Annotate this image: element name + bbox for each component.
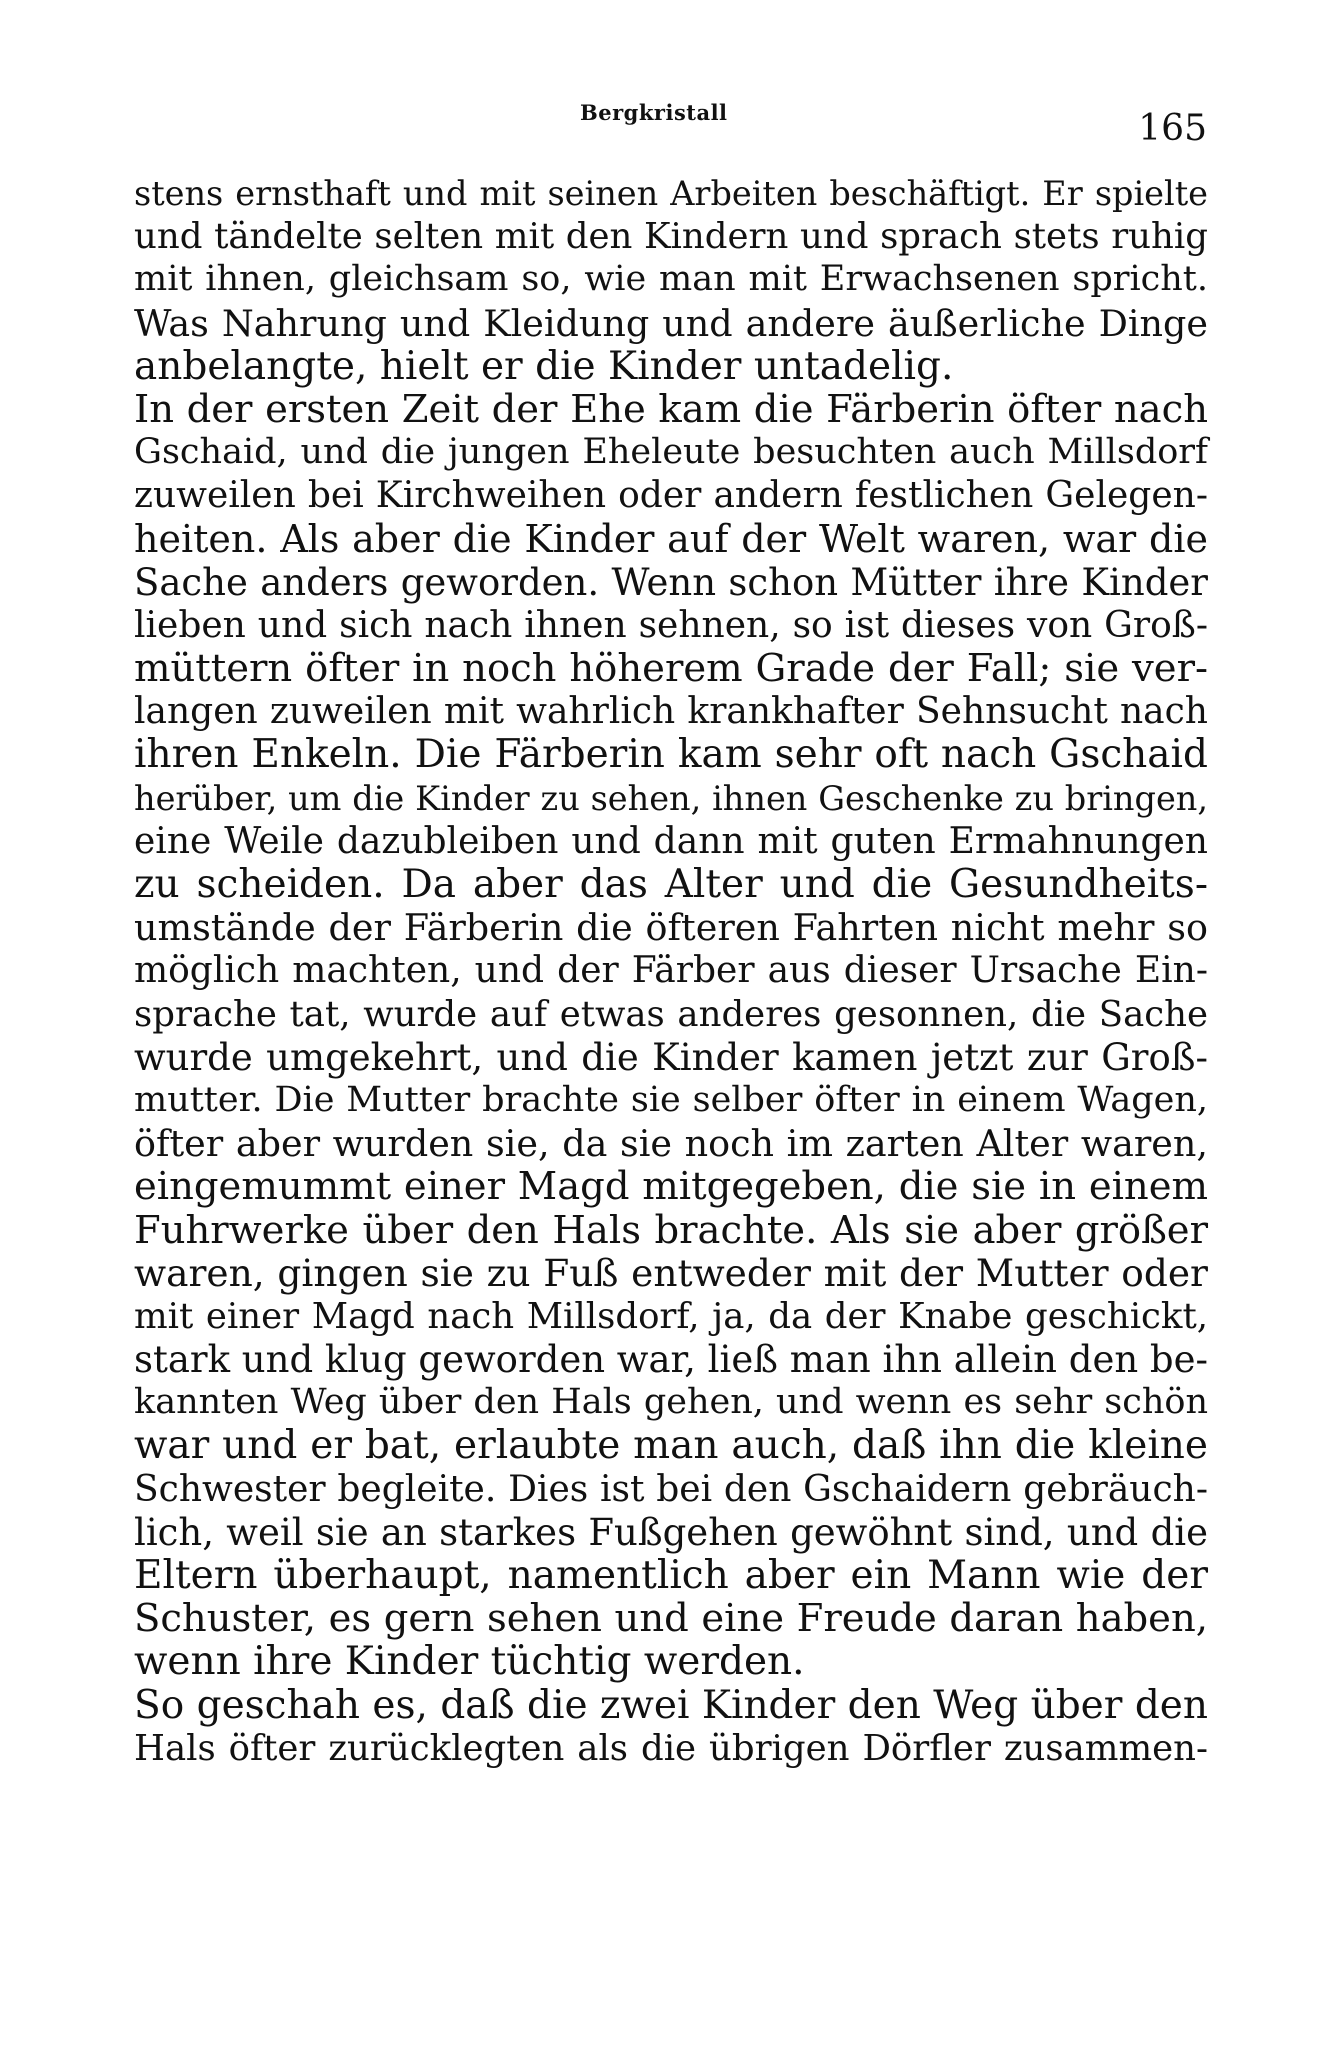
text-line: In der ersten Zeit der Ehe kam die Färberin öfter nach (134, 386, 1208, 432)
text-line: waren, gingen sie zu Fuß entweder mit der Mutter oder (134, 1250, 1208, 1295)
text-line: Was Nahrung und Kleidung und andere äußerliche Dinge (134, 301, 1208, 345)
text-line: wenn ihre Kinder tüchtig werden. (134, 1639, 805, 1685)
text-line: eingemummt einer Magd mitgegeben, die sie in einem (134, 1164, 1208, 1210)
text-line: anbelangte, hielt er die Kinder untadelig. (134, 343, 954, 389)
text-line: Fuhrwerke über den Hals brachte. Als sie aber größer (134, 1207, 1208, 1253)
text-line: war und er bat, erlaubte man auch, daß ihn die kleine (134, 1423, 1208, 1469)
text-line: mit ihnen, gleichsam so, wie man mit Erwachsenen spricht. (134, 259, 1208, 300)
text-line: So geschah es, daß die zwei Kinder den Weg über den (134, 1682, 1208, 1728)
text-line: zuweilen bei Kirchweihen oder andern festlichen Gelegen- (134, 475, 1208, 517)
text-line: mutter. Die Mutter brachte sie selber öfter in einem Wagen, (134, 1079, 1208, 1120)
text-line: umstände der Färberin die öfteren Fahrten nicht mehr so (134, 906, 1208, 950)
text-line: öfter aber wurden sie, da sie noch im zarten Alter waren, (134, 1122, 1208, 1166)
text-line: lich, weil sie an starkes Fußgehen gewöhnt sind, und die (134, 1510, 1208, 1554)
text-line: langen zuweilen mit wahrlich krankhafter Sehnsucht nach (134, 691, 1208, 733)
page-number: 165 (1138, 108, 1207, 149)
text-line: müttern öfter in noch höherem Grade der Fall; sie ver- (134, 646, 1208, 692)
text-line: wurde umgekehrt, und die Kinder kamen jetzt zur Groß- (134, 1035, 1208, 1079)
text-line: Schwester begleite. Dies ist bei den Gschaidern gebräuch- (134, 1468, 1208, 1510)
text-line: sprache tat, wurde auf etwas anderes gesonnen, die Sache (134, 993, 1208, 1035)
running-title: Bergkristall (580, 100, 728, 125)
text-line: stark und klug geworden war, ließ man ihn allein den be- (134, 1338, 1209, 1382)
text-line: Hals öfter zurücklegten als die übrigen Dörfler zusammen- (134, 1727, 1208, 1769)
text-line: mit einer Magd nach Millsdorf, ja, da der Knabe geschickt, (134, 1295, 1208, 1337)
text-line: zu scheiden. Da aber das Alter und die Gesundheits- (134, 862, 1208, 907)
text-line: heiten. Als aber die Kinder auf der Welt waren, war die (134, 516, 1208, 561)
text-line: Sache anders geworden. Wenn schon Mütter ihre Kinder (134, 560, 1208, 604)
text-line: Gschaid, und die jungen Eheleute besuchten auch Millsdorf (134, 432, 1208, 473)
text-line: lieben und sich nach ihnen sehnen, so ist dieses von Groß- (134, 604, 1208, 646)
text-line: Schuster, es gern sehen und eine Freude daran haben, (134, 1596, 1208, 1642)
body-text (134, 172, 1208, 1770)
text-line: Eltern überhaupt, namentlich aber ein Mann wie der (134, 1553, 1208, 1598)
text-line: stens ernsthaft und mit seinen Arbeiten beschäftigt. Er spielte (134, 174, 1208, 213)
text-line: kannten Weg über den Hals gehen, und wenn es sehr schön (134, 1382, 1208, 1423)
text-line: herüber, um die Kinder zu sehen, ihnen Geschenke zu bringen, (134, 778, 1208, 818)
text-line: möglich machten, und der Färber aus dieser Ursache Ein- (134, 950, 1208, 992)
text-line: ihren Enkeln. Die Färberin kam sehr oft nach Gschaid (134, 732, 1208, 778)
text-line: eine Weile dazubleiben und dann mit guten Ermahnungen (134, 820, 1208, 862)
text-line: und tändelte selten mit den Kindern und sprach stets ruhig (134, 216, 1208, 258)
